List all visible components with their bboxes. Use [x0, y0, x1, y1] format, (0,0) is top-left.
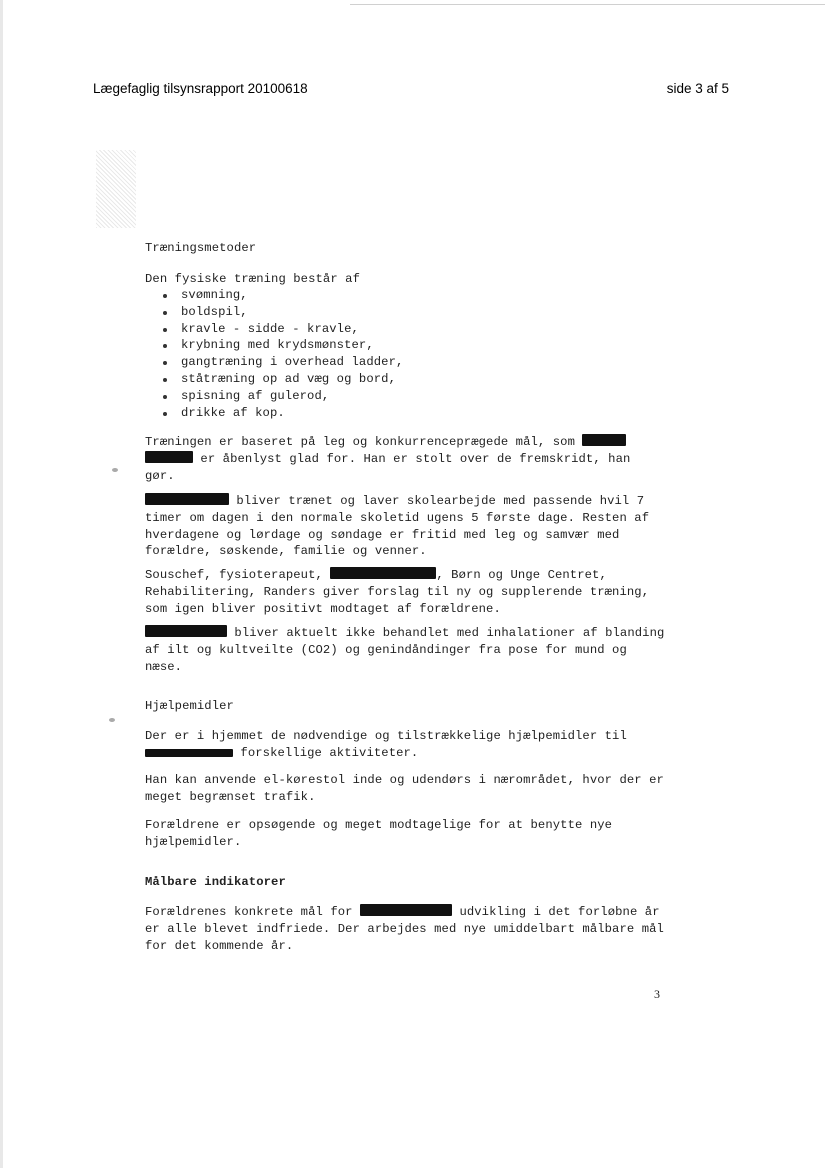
paragraph-text: Træningen er baseret på leg og konkurrenceprægede mål, som	[145, 435, 575, 449]
redaction-bar	[145, 749, 233, 757]
scan-top-rule	[350, 4, 825, 5]
paragraph-hjaelp-2: Han kan anvende el-kørestol inde og udendørs i nærområdet, hvor der er meget begrænset trafik.	[145, 773, 664, 804]
traening-intro: Den fysiske træning består af	[145, 272, 360, 286]
list-item: ståtræning op ad væg og bord,	[145, 371, 665, 388]
redaction-bar	[582, 434, 626, 446]
section-heading-maal: Målbare indikatorer	[145, 875, 286, 889]
scan-noise	[96, 150, 136, 228]
paragraph-schedule	[145, 493, 665, 560]
paragraph-maal	[145, 904, 665, 954]
report-title: Lægefaglig tilsynsrapport 20100618	[93, 81, 308, 96]
list-item: svømning,	[145, 287, 665, 304]
paragraph-text: Souschef, fysioterapeut,	[145, 568, 323, 582]
list-item: kravle - sidde - kravle,	[145, 321, 665, 338]
paragraph-hjaelp-1	[145, 728, 665, 762]
list-item: gangtræning i overhead ladder,	[145, 354, 665, 371]
paragraph-hjaelp-3: Forældrene er opsøgende og meget modtagelige for at benytte nye hjælpemidler.	[145, 818, 613, 849]
paragraph-inhalation	[145, 625, 665, 675]
section-heading-traening: Træningsmetoder	[145, 241, 257, 255]
redaction-bar	[145, 493, 229, 505]
list-item: boldspil,	[145, 304, 665, 321]
paragraph-text: Forældrenes konkrete mål for	[145, 905, 353, 919]
list-item: drikke af kop.	[145, 405, 665, 422]
redaction-bar	[145, 625, 227, 637]
page-number: 3	[654, 987, 660, 1001]
redaction-bar	[330, 567, 436, 579]
redaction-bar	[360, 904, 452, 916]
paragraph-text: , Børn og Unge Centret, Rehabilitering, Randers giver forslag til ny og supplerende træning, som igen bliver positivt modtaget af forældrene.	[145, 568, 650, 616]
list-item: spisning af gulerod,	[145, 388, 665, 405]
paragraph-physio	[145, 567, 665, 617]
paragraph-text: bliver trænet og laver skolearbejde med passende hvil 7 timer om dagen i den normale skoletid ugens 5 første dage. Resten af hverdagene og lørdage og søndage er fritid med leg og samvær med forældre, søskende, familie og venner.	[145, 494, 650, 559]
paragraph-text: Der er i hjemmet de nødvendige og tilstrækkelige hjælpemidler til	[145, 729, 627, 743]
scan-speck	[109, 718, 115, 722]
paragraph-traening-basis	[145, 434, 665, 484]
paragraph-text: bliver aktuelt ikke behandlet med inhalationer af blanding af ilt og kultveilte (CO2) og genindåndinger fra pose for mund og næse.	[145, 626, 665, 674]
list-item: krybning med krydsmønster,	[145, 337, 665, 354]
paragraph-text: udvikling i det forløbne år er alle blevet indfriede. Der arbejdes med nye umiddelbart målbare mål for det kommende år.	[145, 905, 664, 953]
redaction-bar	[145, 451, 193, 463]
section-heading-hjaelp: Hjælpemidler	[145, 699, 234, 713]
scan-speck	[112, 468, 118, 472]
paragraph-text: er åbenlyst glad for. Han er stolt over de fremskridt, han gør.	[145, 451, 631, 483]
scan-edge	[0, 0, 3, 1168]
traening-list	[145, 287, 665, 421]
page-indicator: side 3 af 5	[666, 81, 729, 96]
paragraph-text: forskellige aktiviteter.	[240, 745, 419, 760]
